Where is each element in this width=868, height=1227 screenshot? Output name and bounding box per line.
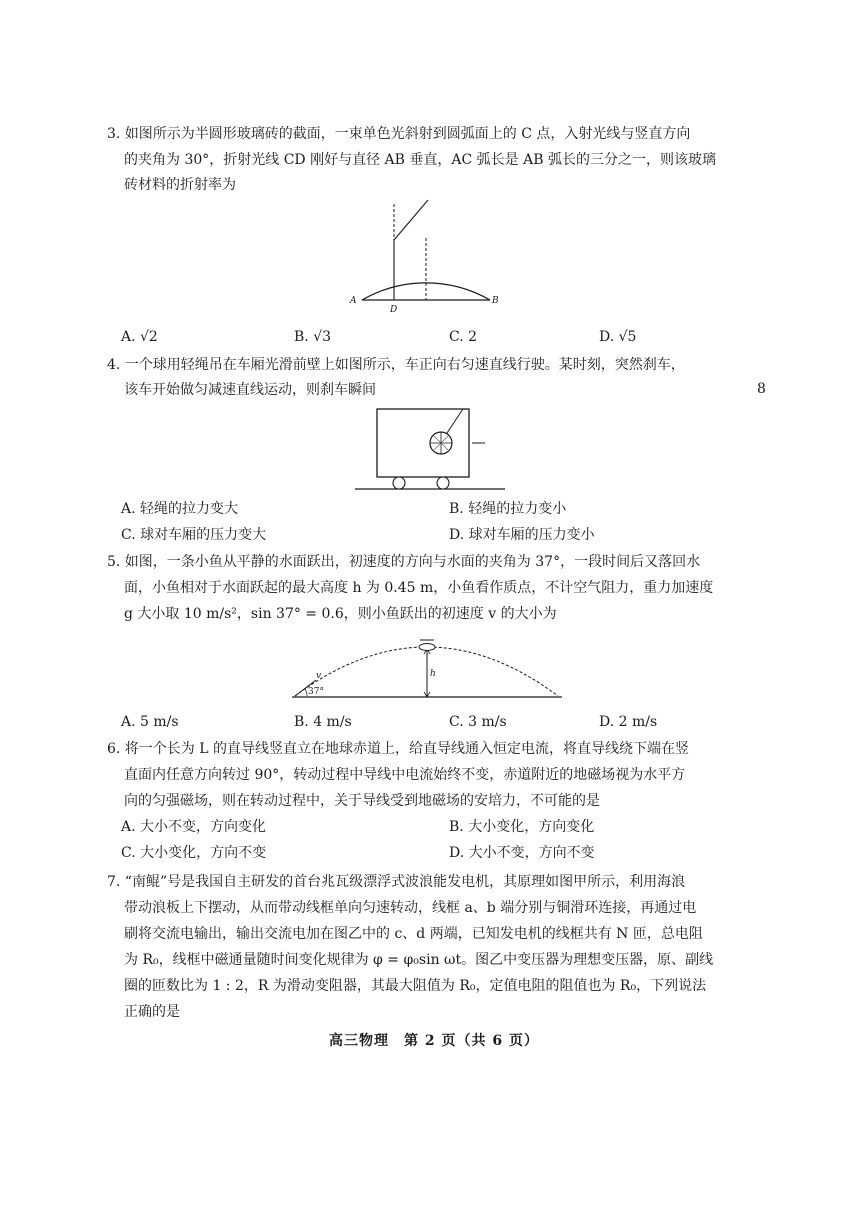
- q7-line-4: 为 R₀，线框中磁通量随时间变化规律为 φ = φ₀sin ωt。图乙中变压器为理想变压器，原、副线: [124, 952, 714, 968]
- q3-label-b: B: [492, 296, 499, 306]
- q4-option-b: B. 轻绳的拉力变小: [449, 501, 567, 517]
- q4-line-2: 该车开始做匀减速直线运动，则刹车瞬间: [124, 382, 376, 398]
- q4-carriage-figure: [355, 405, 515, 493]
- q5-line-3: g 大小取 10 m/s²，sin 37° = 0.6，则小鱼跃出的初速度 v 的大小为: [124, 606, 557, 622]
- q4-option-c: C. 球对车厢的压力变大: [121, 527, 267, 543]
- q4-option-a: A. 轻绳的拉力变大: [121, 501, 239, 517]
- q7-line-6: 正确的是: [124, 1004, 180, 1020]
- q3-option-c: C. 2: [449, 329, 478, 345]
- q7-line-5: 圈的匝数比为 1 : 2，R 为滑动变阻器，其最大阻值为 R₀，定值电阻的阻值也为 R₀，下列说法: [124, 978, 707, 994]
- q5-line-2: 面，小鱼相对于水面跃起的最大高度 h 为 0.45 m，小鱼看作质点，不计空气阻力，重力加速度: [124, 580, 714, 596]
- q3-option-a: A. √2: [121, 329, 158, 345]
- margin-mark: 8: [757, 381, 766, 397]
- q3-label-d: D: [390, 305, 398, 315]
- q3-line-2: 的夹角为 30°，折射光线 CD 刚好与直径 AB 垂直，AC 弧长是 AB 弧长的三分之一，则该玻璃: [124, 152, 716, 168]
- q6-option-c: C. 大小变化，方向不变: [121, 845, 267, 861]
- q3-semicircle-figure: [340, 198, 500, 316]
- q7-line-3: 刷将交流电输出，输出交流电加在图乙中的 c、d 两端，已知发电机的线框共有 N 匝，总电阻: [124, 926, 703, 942]
- q6-option-d: D. 大小不变，方向不变: [449, 845, 595, 861]
- q6-line-3: 向的匀强磁场，则在转动过程中，关于导线受到地磁场的安培力，不可能的是: [124, 793, 600, 809]
- q6-option-b: B. 大小变化，方向变化: [449, 819, 595, 835]
- q5-fish-trajectory-figure: [290, 636, 565, 702]
- q4-option-d: D. 球对车厢的压力变小: [449, 527, 595, 543]
- q5-option-c: C. 3 m/s: [449, 714, 507, 730]
- q4-line-1: 4. 一个球用轻绳吊在车厢光滑前壁上如图所示，车正向右匀速直线行驶。某时刻，突然刹车，: [107, 357, 685, 373]
- q7-line-1: 7. “南鲲”号是我国自主研发的首台兆瓦级漂浮式波浪能发电机，其原理如图甲所示，利用海浪: [107, 874, 686, 890]
- q3-line-1: 3. 如图所示为半圆形玻璃砖的截面，一束单色光斜射到圆弧面上的 C 点，入射光线与竖直方向: [107, 126, 691, 142]
- q6-line-1: 6. 将一个长为 L 的直导线竖直立在地球赤道上，给直导线通入恒定电流，将直导线绕下端在竖: [107, 741, 690, 757]
- q7-line-2: 带动浪板上下摆动，从而带动线框单向匀速转动，线框 a、b 端分别与铜滑环连接，再通过电: [124, 900, 697, 916]
- q5-option-b: B. 4 m/s: [294, 714, 352, 730]
- q3-label-a: A: [350, 296, 357, 306]
- q5-option-a: A. 5 m/s: [121, 714, 179, 730]
- q6-option-a: A. 大小不变，方向变化: [121, 819, 267, 835]
- q3-line-3: 砖材料的折射率为: [124, 177, 236, 193]
- q5-label-v: v: [316, 671, 322, 681]
- q5-label-h: h: [430, 669, 436, 679]
- page-footer: 高三物理 第 2 页（共 6 页）: [329, 1033, 539, 1049]
- q5-option-d: D. 2 m/s: [599, 714, 658, 730]
- q5-label-angle: 37°: [308, 687, 324, 697]
- q3-option-d: D. √5: [599, 329, 637, 345]
- q6-line-2: 直面内任意方向转过 90°，转动过程中导线中电流始终不变，赤道附近的地磁场视为水平方: [124, 767, 686, 783]
- q5-line-1: 5. 如图，一条小鱼从平静的水面跃出，初速度的方向与水面的夹角为 37°，一段时间后又落回水: [107, 554, 701, 570]
- q3-option-b: B. √3: [294, 329, 332, 345]
